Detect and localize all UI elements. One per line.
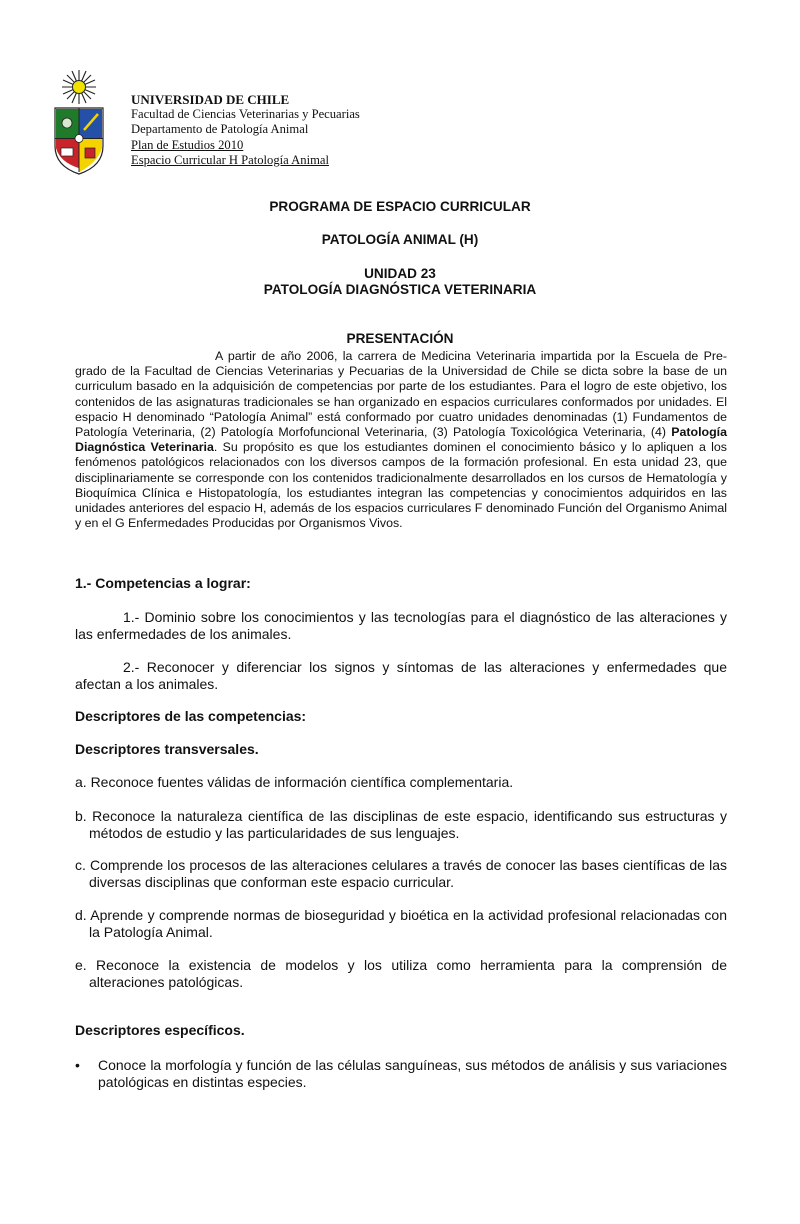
program-title: PROGRAMA DE ESPACIO CURRICULAR [269,199,531,214]
curricular-space: Espacio Curricular H Patología Animal [131,152,329,167]
bullet-marker: • [75,1057,80,1073]
presentation-text-end: . Su propósito es que los estudiantes dominen el conocimiento básico y lo apliquen a los fenómenos patológicos relacionados con los diversos campos de la formación profesional. En esta unidad 23, que disciplinariamente se corresponde con los contenidos tradicionalmente desarrollados en los cursos de Hematología y Bioquímica Clínica e Histopatología, los estudiantes integran las competencias y conocimientos adquiridos en las unidades anteriores del espacio H, además de los espacios curriculares F denominado Función del Organismo Animal y en el G Enfermedades Producidas por Organismos Vivos. [75,440,727,531]
specific-descriptor-text: Conoce la morfología y función de las células sanguíneas, sus métodos de análisis y sus variaciones patológicas en distintas especies. [98,1057,727,1090]
subject-title: PATOLOGÍA ANIMAL (H) [321,232,479,247]
descriptores-heading: Descriptores de las competencias: [75,708,307,724]
presentation-text: A partir de año 2006, la carrera de Medicina Veterinaria impartida por la Escuela de Pre-grado de la Facultad de Ciencias Veterinarias y Pecuarias de la Universidad de Chile se dicta sobre la base de un curriculum basado en la adquisición de competencias por parte de los estudiantes. Para el logro de este objetivo, los contenidos de las asignaturas tradicionales se han organizado en espacios curriculares conformados por unidades. El espacio H denominado “Patología Animal” está conformado por cuatro unidades denominadas (1) Fundamentos de Patología Veterinaria, (2) Patología Morfofuncional Veterinaria, (3) Patología Toxicológica Veterinaria, (4) [75,349,727,440]
competencia-2: 2.- Reconocer y diferenciar los signos y síntomas de las alteraciones y enfermedades que afectan a los animales. [75,659,727,692]
study-plan: Plan de Estudios 2010 [131,137,244,152]
institution-header [131,92,360,168]
descriptor-a: a. Reconoce fuentes válidas de información científica complementaria. [75,774,514,790]
unit-name: PATOLOGÍA DIAGNÓSTICA VETERINARIA [263,282,537,297]
competencia-1: 1.- Dominio sobre los conocimientos y las tecnologías para el diagnóstico de las alteraciones y las enfermedades de los animales. [75,609,727,642]
descriptor-d: d. Aprende y comprende normas de bioseguridad y bioética en la actividad profesional relacionadas con la Patología Animal. [75,907,727,940]
university-crest-logo [50,68,108,176]
presentation-paragraph [75,349,727,531]
competencias-heading: 1.- Competencias a lograr: [75,575,251,591]
presentation-bold-unit: Patología Diagnóstica Veterinaria [75,425,727,455]
transversales-heading: Descriptores transversales. [75,741,259,757]
descriptor-c: c. Comprende los procesos de las alteraciones celulares a través de conocer las bases científicas de las diversas disciplinas que conforman este espacio curricular. [75,857,727,890]
descriptor-b: b. Reconoce la naturaleza científica de las disciplinas de este espacio, identificando sus estructuras y métodos de estudio y las particularidades de sus lenguajes. [75,808,727,841]
specific-descriptor-item [75,1057,727,1091]
presentation-heading: PRESENTACIÓN [346,331,454,346]
descriptor-e: e. Reconoce la existencia de modelos y los utiliza como herramienta para la comprensión de alteraciones patológicas. [75,957,727,990]
especificos-heading: Descriptores específicos. [75,1022,245,1038]
unit-number: UNIDAD 23 [364,266,436,281]
university-name: UNIVERSIDAD DE CHILE [131,92,290,107]
faculty-name: Facultad de Ciencias Veterinarias y Pecuarias [131,107,360,122]
department-name: Departamento de Patología Animal [131,122,309,137]
